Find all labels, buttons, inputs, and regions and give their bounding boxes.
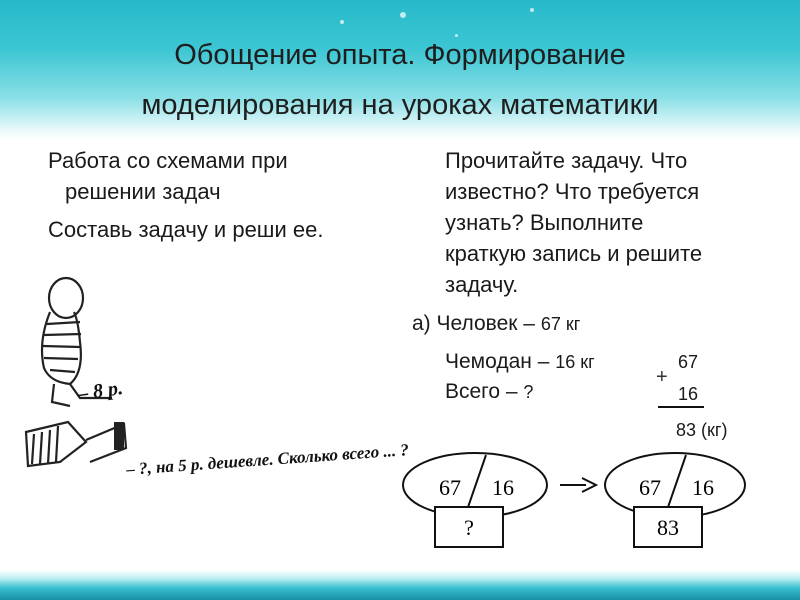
price-label-2: – ?, на 5 р. дешевле. Сколько всего ... ? (125, 440, 410, 479)
slide-title (0, 30, 800, 130)
left-text-block (48, 145, 388, 245)
question-line: Прочитайте задачу. Что (445, 148, 688, 173)
left-total-value: ? (464, 515, 474, 540)
question-line: задачу. (445, 272, 519, 297)
left-oval-value-b: 16 (492, 475, 514, 500)
calc-bottom-number: 16 (678, 384, 699, 404)
right-oval-value-a: 67 (639, 475, 661, 500)
right-oval-divider (666, 455, 686, 513)
question-line: узнать? Выполните (445, 210, 644, 235)
sparkle-decoration (340, 20, 344, 24)
right-total-value: 83 (657, 515, 679, 540)
item-c-value: ? (523, 382, 534, 402)
question-line: известно? Что требуется (445, 179, 700, 204)
sparkle-decoration (530, 8, 534, 12)
calc-operator: + (656, 366, 668, 388)
title-line-1: Обощение опыта. Формирование (174, 39, 626, 71)
record-item-b (445, 350, 595, 374)
item-a-text: Человек – (436, 312, 535, 335)
price-label-1: – 8 р. (76, 376, 125, 406)
item-b-value: 16 кг (555, 352, 595, 372)
left-oval-divider (466, 455, 486, 513)
calc-sum-line (658, 406, 704, 408)
record-item-a (412, 312, 580, 336)
scarf-illustration (20, 410, 130, 480)
left-line-2: решении задач (65, 179, 221, 204)
part-whole-scheme (400, 445, 760, 555)
footer-background (0, 570, 800, 600)
item-a-prefix: а) (412, 312, 431, 335)
left-oval-value-a: 67 (439, 475, 461, 500)
record-item-c (445, 380, 533, 404)
task-question (445, 145, 775, 300)
calc-top-number: 67 (678, 352, 699, 372)
title-line-2: моделирования на уроках математики (141, 89, 659, 121)
calc-result: 83 (кг) (676, 420, 728, 440)
left-line-3: Составь задачу и реши ее. (48, 217, 324, 242)
right-oval-value-b: 16 (692, 475, 714, 500)
item-c-text: Всего – (445, 380, 518, 403)
item-a-value: 67 кг (540, 314, 581, 334)
question-line: краткую запись и решите (445, 241, 703, 266)
item-b-text: Чемодан – (445, 350, 550, 373)
left-line-1: Работа со схемами при (48, 148, 288, 173)
sparkle-decoration (400, 12, 406, 18)
